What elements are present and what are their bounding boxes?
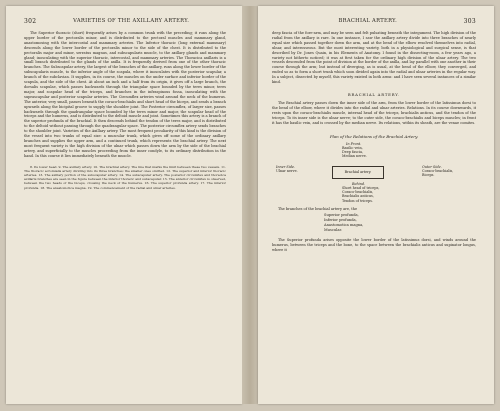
branch-item: Anastomotica magna, <box>324 222 364 227</box>
right-page <box>258 6 494 404</box>
plan-inner-item: Ulnar nerve. <box>276 168 298 173</box>
intro-text-right: deep fascia of the fore-arm, and may be seen and felt pulsating beneath the integument. The high division of the radial from the axillary is rare. In one instance, I saw the axillary artery divide into three branches of nearly equal size which passed together down the arm, and at the bend of the elbow resolved themselves into radial, ulnar, and interosseous. But the most interesting variety, both in a physiological and surgical sense, is that described by Dr. Jones Quain, in his Elements of Anatomy. I found in the dissecting-room, a few years ago, a variety not hitherto noticed; it was at first taken for the ordinary high division of the ulnar artery. The two vessels descended from the point of division at the border of the axilla, and lay parallel with one another in their course through the arm; but instead of diverging, as is usual, at the bend of the elbow, they converged, and ended so as to form a short trunk which soon divided again into the radial and ulnar arteries in the regular way. In a subject, dissected by myself, this variety existed in both arms: and I have seen several instances of a similar kind. <box>272 31 476 85</box>
plan-behind-item: Coraco-brachialis, <box>342 190 374 195</box>
plan-behind-item: Brachialis anticus, <box>342 194 374 199</box>
page-number-right: 303 <box>463 18 476 25</box>
branches-intro: The branches of the brachial artery are, the <box>278 206 358 211</box>
plan-outer <box>422 165 453 178</box>
plan-outer-item: Coraco-brachialis, <box>422 168 454 173</box>
plan-front-item: Deep fascia, <box>342 150 364 155</box>
running-head-title-left: VARIETIES OF THE AXILLARY ARTERY. <box>73 18 190 24</box>
plan-behind-item: Tendon of triceps. <box>342 198 373 203</box>
plan-inner-label: Inner Side. <box>276 164 296 169</box>
section-title: BRACHIAL ARTERY. <box>347 91 401 97</box>
plan-inner <box>276 165 298 174</box>
plan-front-label: In Front. <box>346 141 362 146</box>
book-gutter <box>242 6 258 404</box>
plan-behind-label: Behind. <box>352 181 366 186</box>
plan-front-item: Median nerve. <box>342 154 367 159</box>
running-head-title-right: BRACHIAL ARTERY. <box>338 18 398 24</box>
closing-text: The Superior profunda arises opposite the lower border of the latissimus dorsi, and winds around the humerus, between the triceps and the bone, to the space between the brachialis anticus and supinator longus, where it <box>272 238 476 253</box>
plan-front-item: Basilic vein, <box>342 145 363 150</box>
branch-item: Muscular. <box>324 227 342 232</box>
branch-item: Superior profunda, <box>324 213 359 218</box>
footnote-left: 8. Its lower head. 9. The axillary artery. 10. The brachial artery. The line that marks the limit between these two vessels. 11. The thoracic acromialis artery dividing into its three branches; the smaller ones omitted. 12. The superior and inferior thoracic arteries. 13. The axillary portion of the subscapular artery. 14. The subscapular artery. The posterior circumflex and thoracica axillaris branches are seen in the figure between the inferior thoracic and subscapular. 15. The anterior circumflex is observed, between the two heads of the biceps, crossing the neck of the humerus. 16. The superior profunda artery. 17. The inferior profunda. 18. The anastomotica magna. 19. The commencement of the radial and ulnar arteries. <box>24 164 226 190</box>
branch-item: Inferior profunda, <box>324 218 357 223</box>
plan-behind-item: Short head of triceps, <box>342 185 380 190</box>
plan-outer-label: Outer Side. <box>422 164 442 169</box>
running-head-right <box>272 18 476 25</box>
brachial-text: The Brachial artery passes down the inner side of the arm, from the lower border of the latissimus dorsi to the bend of the elbow, where it divides into the radial and ulnar arteries. Relations. In its course downwards, it rests upon the coraco-brachialis muscle, internal head of the triceps, brachialis anticus, and the tendon of the triceps. To its inner side is the ulnar nerve; to the outer side, the coraco-brachialis and biceps muscles; in front it has the basilic vein, and is crossed by the median nerve. Its relations, within its sheath, are the venae comites. <box>272 100 476 125</box>
relations-plan <box>272 142 476 204</box>
plan-front <box>342 141 367 159</box>
running-head-left <box>24 18 226 25</box>
page-number-left: 302 <box>24 18 37 25</box>
plan-behind <box>342 181 380 203</box>
plan-center-box: Brachial artery. <box>332 166 384 179</box>
body-text-left: The Superior thoracic (short) frequently arises by a common trunk with the preceding; it runs along the upper border of the pectoralis minor, and is distributed to the pectoral muscles and mammary gland, anastomosing with the intercostal and mammary arteries. The Inferior thoracic (long external mammary) descends along the lower border of the pectoralis minor to the side of the chest. It is distributed to the pectoralis major and minor, serratus magnus, and subscapularis muscle, to the axillary glands and mammary gland; inosculating with the superior thoracic, intercostal, and mammary arteries. The Thoracica axillaris is a small branch distributed to the glands of the axilla. It is frequently derived from one of the other thoracic branches. The Subscapular artery, the largest of the branches of the axillary, runs along the lower border of the subscapularis muscle, to the inferior angle of the scapula, where it inosculates with the posterior scapular, a branch of the subclavian. It supplies, in its course, the muscles on the under surface and inferior border of the scapula, and the side of the chest. At about an inch and a half from its origin, it gives off a large branch, the dorsalis scapulae, which passes backwards through the triangular space bounded by the teres minor, teres major, and scapular head of the triceps, and branches in the infraspinous fossa, inosculating with the suprascapular and posterior scapular arteries. The Circumflex arteries wind around the neck of the humerus. The anterior, very small, passes beneath the coraco-brachialis and short head of the biceps, and sends a branch upwards along the bicipital groove to supply the shoulder joint. The Posterior circumflex, of larger size, passes backwards through the quadrangular space bounded by the teres minor and major, the scapular head of the triceps and the humerus, and is distributed to the deltoid muscle and joint. Sometimes this artery is a branch of the superior profunda of the brachial. It then descends behind the tendon of the teres major, and is distributed to the deltoid without passing through the quadrangular space. The posterior circumflex artery sends branches to the shoulder joint. Varieties of the Axillary artery. The most frequent peculiarity of this kind is the division of the vessel into two trunks of equal size: a muscular trunk, which gives off some of the ordinary axillary branches and supplies the upper arm, and a continued trunk, which represents the brachial artery. The next most frequent variety is the high division of the ulnar which passes down the arm by the side of the brachial artery, and superficially to the muscles proceeding from the inner condyle, to its ordinary distribution in the hand. In this course it lies immediately beneath the muscle. <box>24 31 226 158</box>
left-page <box>6 6 242 404</box>
plan-outer-item: Biceps. <box>422 173 435 178</box>
branches-list <box>324 213 476 232</box>
plan-title: Plan of the Relations of the Brachial Artery. <box>329 133 419 139</box>
